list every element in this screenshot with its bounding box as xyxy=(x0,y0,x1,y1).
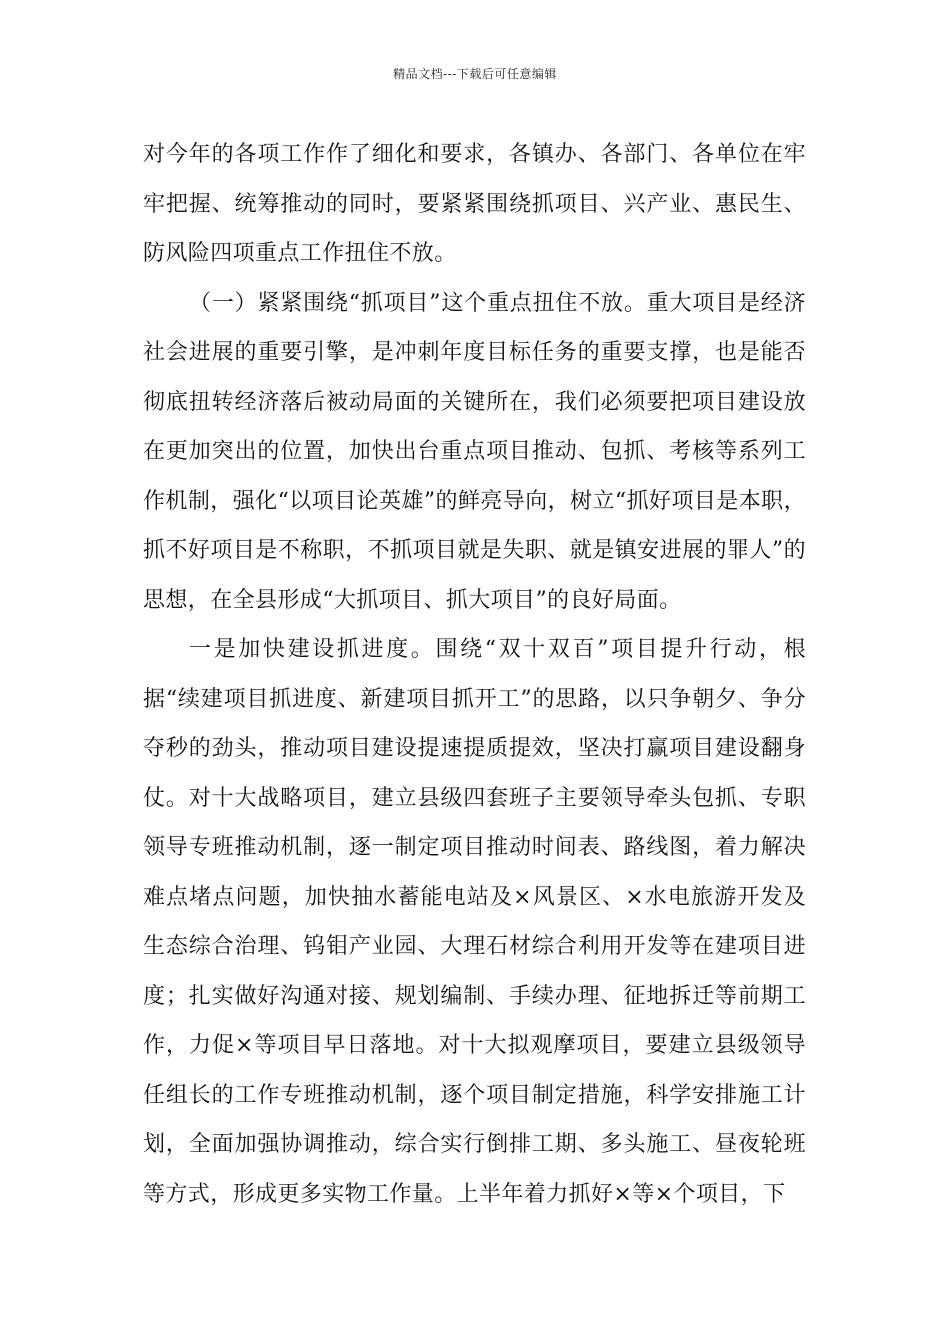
page-header: 精品文档---下载后可任意编辑 xyxy=(393,67,557,81)
paragraph-continuation: 对今年的各项工作作了细化和要求，各镇办、各部门、各单位在牢牢把握、统筹推动的同时，要紧紧围绕抓项目、兴产业、惠民生、防风险四项重点工作扭住不放。 xyxy=(143,142,806,266)
paragraph-section-one: （一）紧紧围绕“抓项目”这个重点扭住不放。重大项目是经济社会进展的重要引擎，是冲刺年度目标任务的重要支撑，也是能否彻底扭转经济落后被动局面的关键所在，我们必须要把项目建设放在更加突出的位置，加快出台重点项目推动、包抓、考核等系列工作机制，强化“以项目论英雄”的鲜亮导向，树立“抓好项目是本职，抓不好项目是不称职，不抓项目就是失职、就是镇安进展的罪人”的思想，在全县形成“大抓项目、抓大项目”的良好局面。 xyxy=(143,290,806,613)
document-body xyxy=(143,130,806,1219)
paragraph-item-one: 一是加快建设抓进度。围绕“双十双百”项目提升行动，根据“续建项目抓进度、新建项目抓开工”的思路，以只争朝夕、争分夺秒的劲头，推动项目建设提速提质提效，坚决打赢项目建设翻身仗。对十大战略项目，建立县级四套班子主要领导牵头包抓、专职领导专班推动机制，逐一制定项目推动时间表、路线图，着力解决难点堵点问题，加快抽水蓄能电站及×风景区、×水电旅游开发及生态综合治理、钨钼产业园、大理石材综合利用开发等在建项目进度；扎实做好沟通对接、规划编制、手续办理、征地拆迁等前期工作，力促×等项目早日落地。对十大拟观摩项目，要建立县级领导任组长的工作专班推动机制，逐个项目制定措施，科学安排施工计划，全面加强协调推动，综合实行倒排工期、多头施工、昼夜轮班等方式，形成更多实物工作量。上半年着力抓好×等×个项目，下 xyxy=(143,637,806,1207)
